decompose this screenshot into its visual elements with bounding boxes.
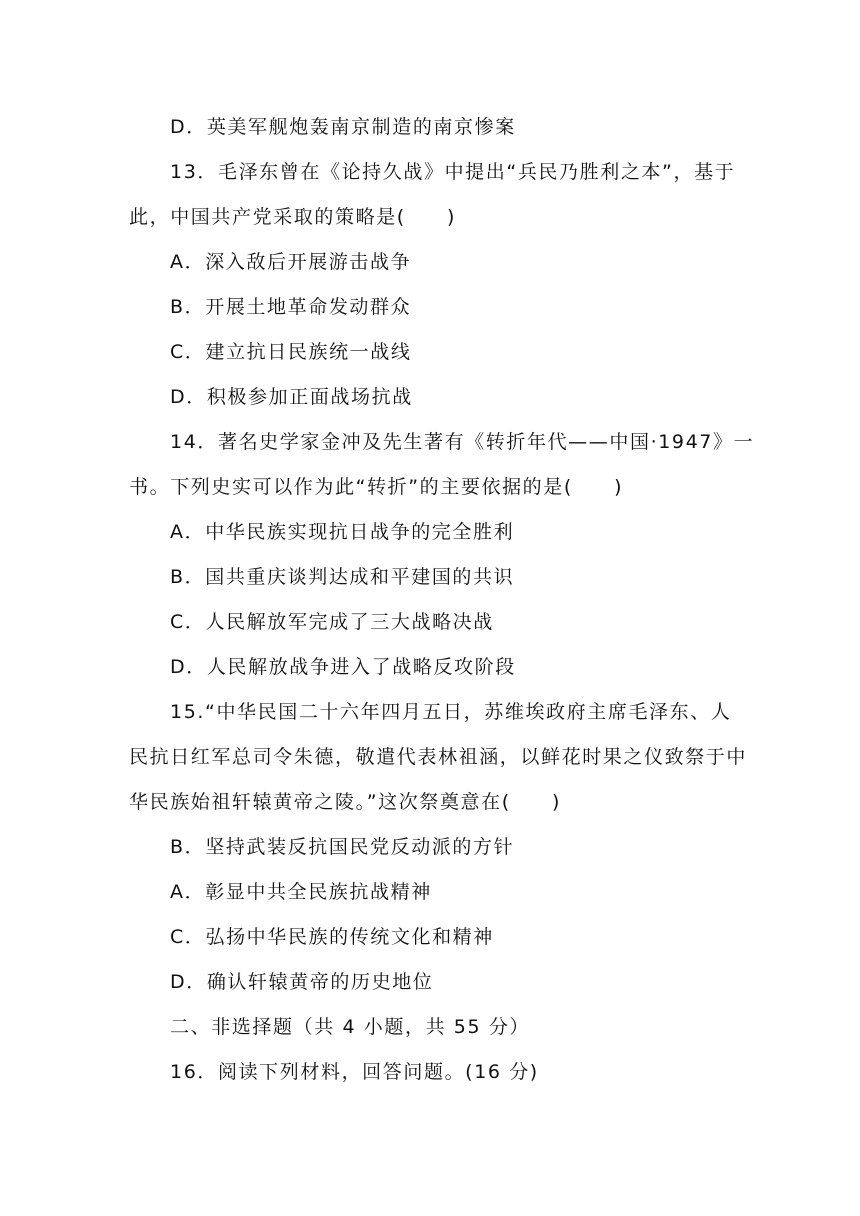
q14-option-b: B．国共重庆谈判达成和平建国的共识 (170, 566, 515, 588)
q13-option-c: C．建立抗日民族统一战线 (170, 341, 412, 363)
q14-option-c: C．人民解放军完成了三大战略决战 (170, 611, 494, 633)
q13-option-d: D．积极参加正面战场抗战 (170, 386, 413, 408)
q12-option-d: D．英美军舰炮轰南京制造的南京惨案 (170, 116, 516, 138)
q14-option-d: D．人民解放战争进入了战略反攻阶段 (170, 656, 516, 678)
q15-stem-line-1: 15.“中华民国二十六年四月五日，苏维埃政府主席毛泽东、人 (170, 701, 732, 723)
q13-stem-line-2: 此，中国共产党采取的策略是( ) (129, 206, 457, 228)
q14-stem-line-1: 14．著名史学家金冲及先生著有《转折年代——中国·1947》一 (170, 431, 755, 453)
q13-option-a: A．深入敌后开展游击战争 (170, 251, 412, 273)
q14-stem-line-2: 书。下列史实可以作为此“转折”的主要依据的是( ) (129, 476, 624, 498)
q15-stem-line-3: 华民族始祖轩辕黄帝之陵。”这次祭奠意在( ) (129, 791, 561, 813)
q15-option-a: A．彰显中共全民族抗战精神 (170, 881, 432, 903)
q13-stem-line-1: 13．毛泽东曾在《论持久战》中提出“兵民乃胜利之本”，基于 (170, 161, 736, 183)
q15-option-d: D．确认轩辕黄帝的历史地位 (170, 971, 434, 993)
q15-option-b: B．坚持武装反抗国民党反动派的方针 (170, 836, 515, 858)
q15-option-c: C．弘扬中华民族的传统文化和精神 (170, 926, 494, 948)
q16-stem: 16．阅读下列材料，回答问题。(16 分) (170, 1061, 539, 1083)
section-2-heading: 二、非选择题（共 4 小题，共 55 分） (170, 1016, 531, 1038)
q13-option-b: B．开展土地革命发动群众 (170, 296, 412, 318)
q14-option-a: A．中华民族实现抗日战争的完全胜利 (170, 521, 515, 543)
q15-stem-line-2: 民抗日红军总司令朱德，敬遣代表林祖涵，以鲜花时果之仪致祭于中 (129, 746, 748, 768)
